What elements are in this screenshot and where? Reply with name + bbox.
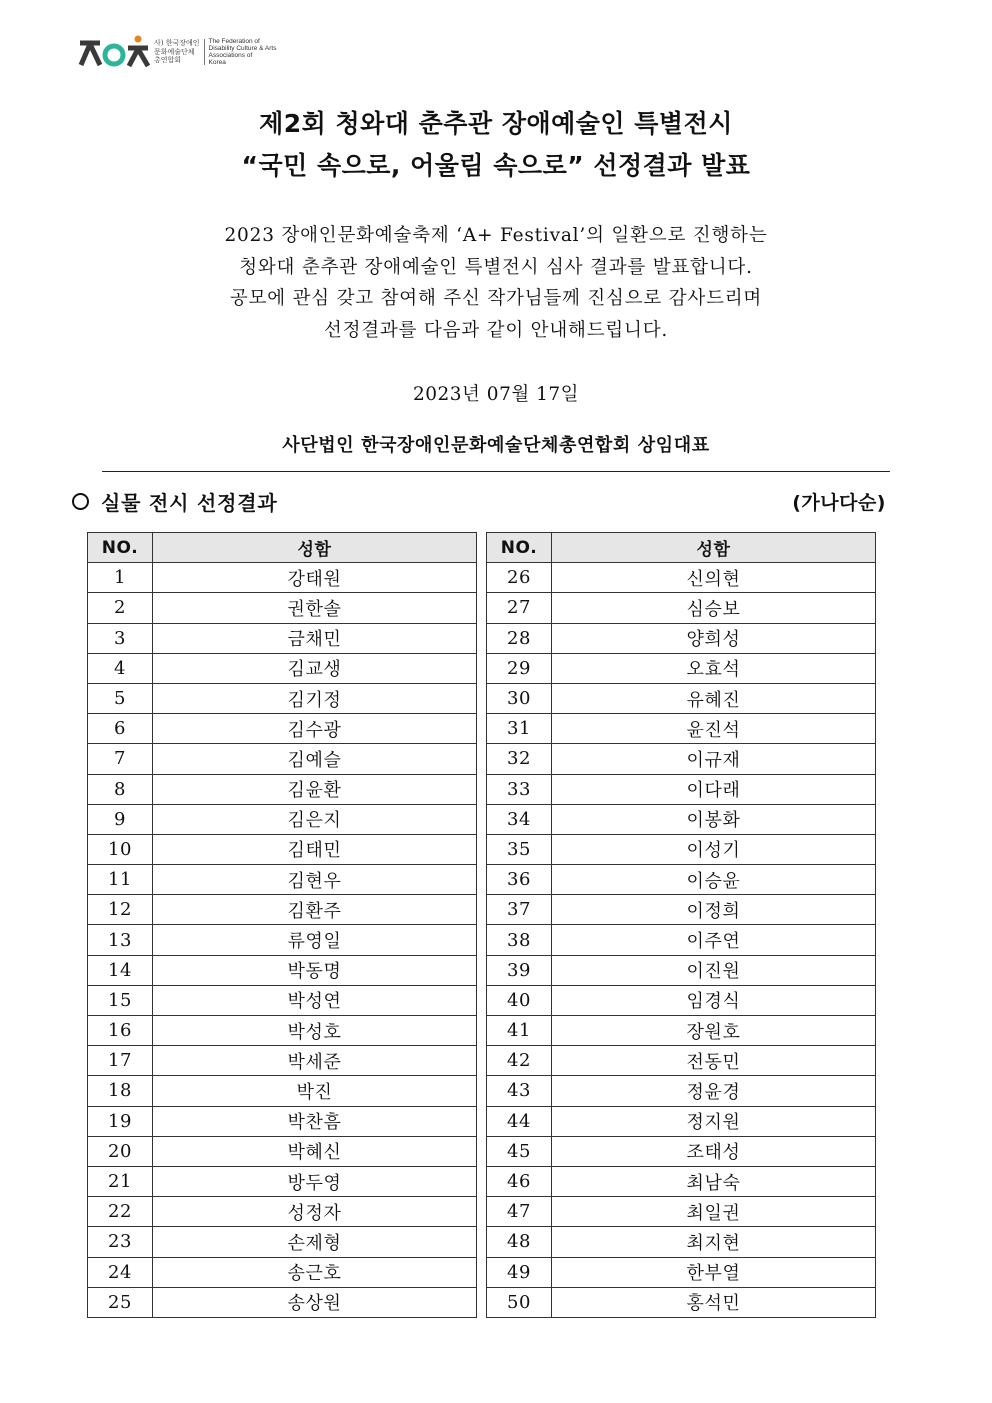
row-number: 46 [487,1166,552,1196]
table-row [487,1016,876,1046]
table-row [487,925,876,955]
row-name: 이다래 [552,774,876,804]
row-number: 32 [487,744,552,774]
row-name: 김기정 [153,683,477,713]
row-number: 7 [88,744,153,774]
table-row [88,563,477,593]
row-name: 최일권 [552,1197,876,1227]
row-name: 송근호 [153,1257,477,1287]
table-row [88,1046,477,1076]
header-no: NO. [487,533,552,563]
row-name: 신의현 [552,563,876,593]
table-body [487,563,876,1318]
logo-text [154,38,276,66]
table-row [88,925,477,955]
row-number: 50 [487,1287,552,1317]
document-title-line-1: 제2회 청와대 춘추관 장애예술인 특별전시 [259,109,733,138]
table-row [88,1106,477,1136]
row-number: 39 [487,955,552,985]
table-row [88,1016,477,1046]
table-row [487,623,876,653]
sort-order-note: (가나다순) [792,492,886,514]
row-number: 43 [487,1076,552,1106]
table-row [487,1197,876,1227]
table-row [88,834,477,864]
row-name: 박세준 [153,1046,477,1076]
table-row [487,1046,876,1076]
row-name: 김환주 [153,895,477,925]
row-number: 20 [88,1136,153,1166]
table-row [88,623,477,653]
intro-line: 공모에 관심 갖고 참여해 주신 작가님들께 진심으로 감사드리며 [229,288,763,309]
table-row [88,653,477,683]
row-number: 19 [88,1106,153,1136]
row-number: 42 [487,1046,552,1076]
table-row [88,1257,477,1287]
row-number: 27 [487,593,552,623]
row-name: 류영일 [153,925,477,955]
row-number: 10 [88,834,153,864]
section-title: 실물 전시 선정결과 [101,491,278,515]
intro-line: 청와대 춘추관 장애예술인 특별전시 심사 결과를 발표합니다. [239,256,753,278]
table-row [487,593,876,623]
row-number: 40 [487,985,552,1015]
row-name: 박혜신 [153,1136,477,1166]
row-name: 이성기 [552,834,876,864]
table-row [88,895,477,925]
row-name: 이봉화 [552,804,876,834]
table-row [487,955,876,985]
header-name: 성함 [153,533,477,563]
table-row [487,714,876,744]
row-name: 임경식 [552,985,876,1015]
table-row [88,804,477,834]
row-name: 정지원 [552,1106,876,1136]
row-number: 9 [88,804,153,834]
row-number: 2 [88,593,153,623]
row-name: 김현우 [153,865,477,895]
row-name: 김윤환 [153,774,477,804]
table-body [88,563,477,1318]
row-name: 조태성 [552,1136,876,1166]
federation-logo [78,34,276,70]
row-name: 윤진석 [552,714,876,744]
divider [102,471,890,472]
row-name: 이규재 [552,744,876,774]
row-number: 31 [487,714,552,744]
header-name: 성함 [552,533,876,563]
table-header-row [487,533,876,563]
row-name: 박성연 [153,985,477,1015]
row-number: 48 [487,1227,552,1257]
row-name: 김교생 [153,653,477,683]
row-name: 송상원 [153,1287,477,1317]
table-row [487,1136,876,1166]
row-name: 오효석 [552,653,876,683]
row-name: 강태원 [153,563,477,593]
row-number: 12 [88,895,153,925]
table-row [487,1076,876,1106]
row-name: 박성호 [153,1016,477,1046]
row-name: 이진원 [552,955,876,985]
row-name: 이정희 [552,895,876,925]
row-name: 전동민 [552,1046,876,1076]
table-row [88,774,477,804]
table-row [487,1166,876,1196]
row-name: 홍석민 [552,1287,876,1317]
row-number: 14 [88,955,153,985]
intro-paragraph [0,220,992,346]
row-name: 손제형 [153,1227,477,1257]
table-row [487,834,876,864]
table-row [88,1197,477,1227]
row-number: 35 [487,834,552,864]
row-number: 30 [487,683,552,713]
row-number: 41 [487,1016,552,1046]
row-number: 36 [487,865,552,895]
document-title-line-2: “국민 속으로, 어울림 속으로” 선정결과 발표 [241,151,751,180]
row-number: 44 [487,1106,552,1136]
row-name: 이주연 [552,925,876,955]
table-row [487,865,876,895]
table-row [88,593,477,623]
logo-korean-name: 사) 한국장애인 문화예술단체 총연합회 [154,39,205,65]
row-number: 5 [88,683,153,713]
row-number: 17 [88,1046,153,1076]
issuing-organization: 사단법인 한국장애인문화예술단체총연합회 상임대표 [282,435,710,456]
table-row [487,1106,876,1136]
row-number: 24 [88,1257,153,1287]
selection-table-right [486,532,876,1318]
table-row [487,744,876,774]
row-name: 양희성 [552,623,876,653]
logo-english-name: The Federation of Disability Culture & Arts Associations of Korea [208,38,277,66]
row-number: 8 [88,774,153,804]
intro-line: 2023 장애인문화예술축제 ‘A+ Festival’의 일환으로 진행하는 [224,225,768,246]
row-name: 김예슬 [153,744,477,774]
table-row [487,683,876,713]
row-number: 25 [88,1287,153,1317]
table-row [487,895,876,925]
table-row [487,563,876,593]
table-row [487,804,876,834]
row-name: 박찬흠 [153,1106,477,1136]
table-row [88,955,477,985]
row-name: 성정자 [153,1197,477,1227]
row-number: 47 [487,1197,552,1227]
row-name: 권한솔 [153,593,477,623]
table-row [88,1287,477,1317]
table-row [487,985,876,1015]
table-row [487,1227,876,1257]
table-row [88,1076,477,1106]
table-row [487,1257,876,1287]
row-name: 방두영 [153,1166,477,1196]
row-number: 13 [88,925,153,955]
row-number: 45 [487,1136,552,1166]
table-row [487,653,876,683]
section-heading [72,487,278,516]
row-number: 23 [88,1227,153,1257]
row-name: 장원호 [552,1016,876,1046]
row-name: 금채민 [153,623,477,653]
announcement-date: 2023년 07월 17일 [412,384,580,405]
table-row [487,1287,876,1317]
circle-bullet-icon [72,493,89,510]
row-name: 최남숙 [552,1166,876,1196]
row-name: 심승보 [552,593,876,623]
row-name: 김수광 [153,714,477,744]
row-number: 18 [88,1076,153,1106]
row-number: 22 [88,1197,153,1227]
row-number: 16 [88,1016,153,1046]
table-row [88,683,477,713]
row-number: 3 [88,623,153,653]
row-name: 유혜진 [552,683,876,713]
row-name: 김태민 [153,834,477,864]
table-row [88,1227,477,1257]
header-no: NO. [88,533,153,563]
row-name: 정윤경 [552,1076,876,1106]
table-header-row [88,533,477,563]
row-number: 49 [487,1257,552,1287]
row-number: 1 [88,563,153,593]
row-name: 김은지 [153,804,477,834]
row-number: 37 [487,895,552,925]
row-number: 4 [88,653,153,683]
table-row [88,1136,477,1166]
row-number: 33 [487,774,552,804]
row-number: 6 [88,714,153,744]
table-row [487,774,876,804]
table-row [88,865,477,895]
logo-mark-icon [78,35,150,69]
row-name: 박진 [153,1076,477,1106]
row-number: 21 [88,1166,153,1196]
intro-line: 선정결과를 다음과 같이 안내해드립니다. [323,319,669,341]
table-row [88,744,477,774]
row-number: 11 [88,865,153,895]
row-number: 34 [487,804,552,834]
row-number: 29 [487,653,552,683]
table-row [88,985,477,1015]
table-row [88,714,477,744]
row-name: 이승윤 [552,865,876,895]
row-number: 28 [487,623,552,653]
row-name: 한부열 [552,1257,876,1287]
row-number: 15 [88,985,153,1015]
row-name: 박동명 [153,955,477,985]
row-number: 38 [487,925,552,955]
row-number: 26 [487,563,552,593]
row-name: 최지현 [552,1227,876,1257]
selection-table-left [87,532,477,1318]
table-row [88,1166,477,1196]
